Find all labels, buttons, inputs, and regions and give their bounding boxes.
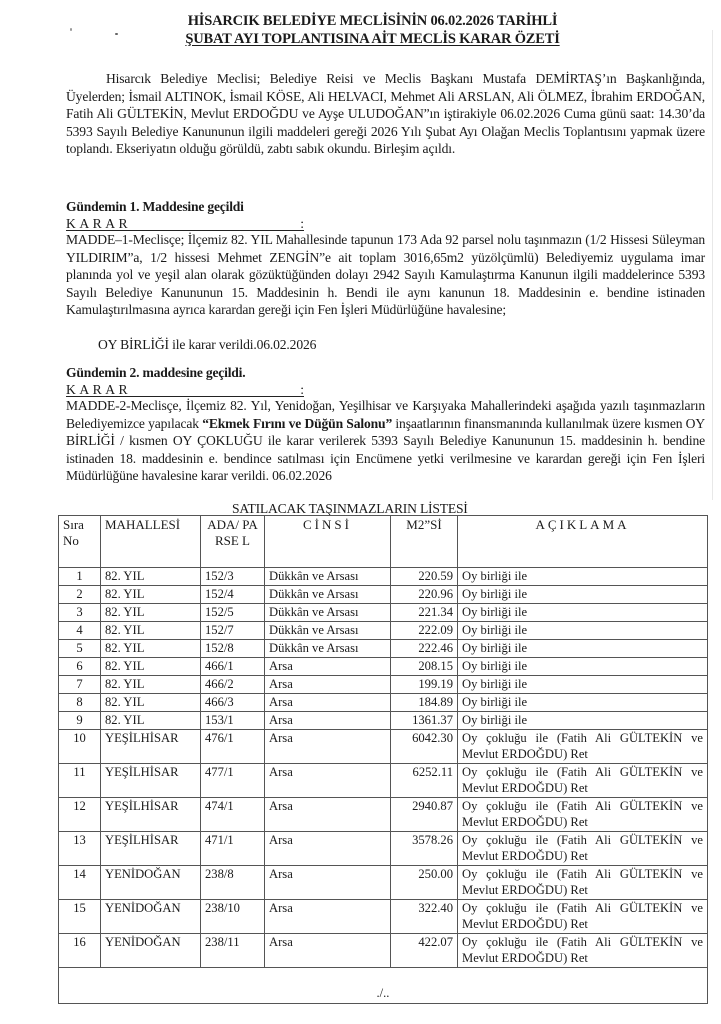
- cell-mahallesi: YEŞİLHİSAR: [101, 730, 201, 764]
- table-row: [59, 568, 708, 586]
- agenda1-decision: OY BİRLİĞİ ile karar verildi.06.02.2026: [98, 337, 317, 352]
- table-row: [59, 622, 708, 640]
- cell-sira-no: 9: [59, 712, 101, 730]
- cell-mahallesi: 82. YIL: [101, 604, 201, 622]
- table-header-row: [59, 516, 708, 568]
- agenda1-heading: Gündemin 1. Maddesine geçildi: [66, 199, 244, 214]
- agenda2-text-part1: MADDE-2-Meclisçe, İlçemiz 82. Yıl, Yenidoğan, Yeşilhisar ve Karşıyaka Mahallerindeki aşağıda yazılı taşınmazların Belediyemizce yapılacak: [66, 398, 705, 431]
- cell-sira-no: 15: [59, 900, 101, 934]
- agenda2-project-name: “Ekmek Fırını ve Düğün Salonu”: [202, 415, 393, 431]
- cell-m2: 2940.87: [391, 798, 458, 832]
- table-row: [59, 604, 708, 622]
- properties-table: [58, 515, 708, 1004]
- cell-m2: 222.09: [391, 622, 458, 640]
- cell-aciklama: Oy çokluğu ile (Fatih Ali GÜLTEKİN ve Mevlut ERDOĞDU) Ret: [458, 764, 708, 798]
- table-row: [59, 676, 708, 694]
- cell-mahallesi: 82. YIL: [101, 712, 201, 730]
- cell-cinsi: Arsa: [265, 764, 391, 798]
- cell-ada-parsel: 466/1: [201, 658, 265, 676]
- cell-ada-parsel: 477/1: [201, 764, 265, 798]
- cell-mahallesi: 82. YIL: [101, 640, 201, 658]
- cell-m2: 222.46: [391, 640, 458, 658]
- cell-cinsi: Arsa: [265, 798, 391, 832]
- karar-colon: :: [300, 216, 304, 231]
- cell-cinsi: Arsa: [265, 658, 391, 676]
- cell-m2: 220.96: [391, 586, 458, 604]
- cell-m2: 422.07: [391, 934, 458, 968]
- cell-aciklama: Oy çokluğu ile (Fatih Ali GÜLTEKİN ve Mevlut ERDOĞDU) Ret: [458, 730, 708, 764]
- cell-ada-parsel: 466/3: [201, 694, 265, 712]
- cell-ada-parsel: 466/2: [201, 676, 265, 694]
- table-row: [59, 798, 708, 832]
- cell-ada-parsel: 238/8: [201, 866, 265, 900]
- cell-m2: 220.59: [391, 568, 458, 586]
- table-row: [59, 658, 708, 676]
- cell-sira-no: 14: [59, 866, 101, 900]
- cell-cinsi: Dükkân ve Arsası: [265, 568, 391, 586]
- table-footer-row: [59, 968, 708, 1004]
- header-aciklama: AÇIKLAMA: [458, 516, 708, 568]
- cell-aciklama: Oy çokluğu ile (Fatih Ali GÜLTEKİN ve Mevlut ERDOĞDU) Ret: [458, 832, 708, 866]
- table-row: [59, 764, 708, 798]
- cell-mahallesi: YEŞİLHİSAR: [101, 832, 201, 866]
- cell-mahallesi: 82. YIL: [101, 586, 201, 604]
- cell-ada-parsel: 152/3: [201, 568, 265, 586]
- table-row: [59, 730, 708, 764]
- cell-aciklama: Oy birliği ile: [458, 586, 708, 604]
- cell-cinsi: Arsa: [265, 900, 391, 934]
- scan-edge-line: [712, 30, 713, 500]
- agenda1-karar-label: [66, 215, 304, 231]
- cell-sira-no: 3: [59, 604, 101, 622]
- cell-cinsi: Dükkân ve Arsası: [265, 622, 391, 640]
- cell-aciklama: Oy birliği ile: [458, 622, 708, 640]
- agenda1-text: MADDE–1-Meclisçe; İlçemiz 82. YIL Mahallesinde tapunun 173 Ada 92 parsel nolu taşınmazın (1/2 Hissesi Süleyman YILDIRIM”a, 1/2 hissesi Mehmet ZENGİN”e ait toplam 3016,65m2 yüzölçümlü) Belediyemiz uygulama imar planında yol ve yeşil alan olarak gözüktüğünden dolayı 2942 Sayılı Kamulaştırma Kanunun ilgili maddelerince 5393 Sayılı Belediye Kanununun 15. Maddesinin h. Bendi ile aynı kanunun 18. Maddesinin e. bendine istinaden Kamulaştırılmasına ayrıca karardan gereği için Fen İşleri Müdürlüğüne havalesine;: [66, 232, 705, 318]
- cell-aciklama: Oy birliği ile: [458, 640, 708, 658]
- document-title-line1: HİSARCIK BELEDİYE MECLİSİNİN 06.02.2026 TARİHLİ: [187, 13, 558, 29]
- header-ada-parsel: ADA/ PARSE L: [201, 516, 265, 568]
- karar-colon: :: [300, 382, 304, 397]
- continuation-mark: ./..: [59, 968, 708, 1004]
- cell-cinsi: Arsa: [265, 730, 391, 764]
- agenda2-heading: Gündemin 2. maddesine geçildi.: [66, 365, 246, 380]
- cell-sira-no: 16: [59, 934, 101, 968]
- cell-ada-parsel: 153/1: [201, 712, 265, 730]
- intro-paragraph: Hisarcık Belediye Meclisi; Belediye Reisi ve Meclis Başkanı Mustafa DEMİRTAŞ’ın Başkanlığında, Üyelerden; İsmail ALTINOK, İsmail KÖSE, Ali HELVACI, Mehmet Ali ARSLAN, Ali ÖLMEZ, İbrahim ERDOĞAN, Fatih Ali GÜLTEKİN, Mevlut ERDOĞDU ve Ayşe ULUDOĞAN”ın iştirakiyle 06.02.2026 Cuma günü saat: 14.30’da 5393 Sayılı Belediye Kanununun ilgili maddeleri gereği 2026 Yılı Şubat Ayı Olağan Meclis Toplantısını yapmak üzere toplandı. Ekseriyatın olduğu görüldü, zabtı sabık okundu. Birleşim açıldı.: [66, 71, 705, 157]
- cell-ada-parsel: 152/7: [201, 622, 265, 640]
- cell-cinsi: Arsa: [265, 676, 391, 694]
- cell-cinsi: Dükkân ve Arsası: [265, 586, 391, 604]
- cell-m2: 6042.30: [391, 730, 458, 764]
- cell-cinsi: Arsa: [265, 832, 391, 866]
- cell-sira-no: 2: [59, 586, 101, 604]
- karar-label-text: KARAR: [66, 382, 132, 397]
- table-row: [59, 900, 708, 934]
- table-row: [59, 640, 708, 658]
- cell-mahallesi: 82. YIL: [101, 694, 201, 712]
- cell-sira-no: 13: [59, 832, 101, 866]
- cell-cinsi: Dükkân ve Arsası: [265, 604, 391, 622]
- table-title: SATILACAK TAŞINMAZLARIN LİSTESİ: [232, 501, 468, 516]
- cell-sira-no: 11: [59, 764, 101, 798]
- cell-m2: 3578.26: [391, 832, 458, 866]
- table-row: [59, 712, 708, 730]
- document-title-line2: [12, 30, 721, 48]
- agenda2-text-part2: inşaatlarının finansmanında kullanılmak üzere kısmen OY BİRLİĞİ / kısmen OY ÇOKLUĞU ile karar verilerek 5393 Sayılı Belediye Kanununun 15. maddesinin h. bendine istinaden 18. maddesinin e. bendince satılması için Encümene yetki verilmesine ve karardan gereği için Fen İşleri Müdürlüğüne havalesine karar verildi. 06.02.2026: [66, 415, 705, 484]
- header-mahallesi: MAHALLESİ: [101, 516, 201, 568]
- cell-m2: 221.34: [391, 604, 458, 622]
- cell-mahallesi: 82. YIL: [101, 622, 201, 640]
- cell-aciklama: Oy birliği ile: [458, 604, 708, 622]
- cell-sira-no: 8: [59, 694, 101, 712]
- cell-aciklama: Oy çokluğu ile (Fatih Ali GÜLTEKİN ve Mevlut ERDOĞDU) Ret: [458, 798, 708, 832]
- table-row: [59, 694, 708, 712]
- cell-ada-parsel: 238/11: [201, 934, 265, 968]
- cell-sira-no: 4: [59, 622, 101, 640]
- cell-mahallesi: YENİDOĞAN: [101, 866, 201, 900]
- cell-aciklama: Oy birliği ile: [458, 694, 708, 712]
- cell-ada-parsel: 476/1: [201, 730, 265, 764]
- table-row: [59, 866, 708, 900]
- cell-sira-no: 7: [59, 676, 101, 694]
- cell-m2: 250.00: [391, 866, 458, 900]
- cell-mahallesi: YENİDOĞAN: [101, 900, 201, 934]
- cell-m2: 199.19: [391, 676, 458, 694]
- header-sira-no: Sıra No: [59, 516, 101, 568]
- karar-label-text: KARAR: [66, 216, 132, 231]
- cell-mahallesi: 82. YIL: [101, 658, 201, 676]
- table-row: [59, 934, 708, 968]
- cell-aciklama: Oy birliği ile: [458, 568, 708, 586]
- cell-cinsi: Arsa: [265, 712, 391, 730]
- cell-sira-no: 5: [59, 640, 101, 658]
- cell-mahallesi: YEŞİLHİSAR: [101, 798, 201, 832]
- cell-ada-parsel: 152/8: [201, 640, 265, 658]
- cell-m2: 1361.37: [391, 712, 458, 730]
- agenda2-karar-label: [66, 381, 304, 397]
- cell-cinsi: Arsa: [265, 866, 391, 900]
- cell-ada-parsel: 474/1: [201, 798, 265, 832]
- cell-m2: 322.40: [391, 900, 458, 934]
- cell-cinsi: Arsa: [265, 934, 391, 968]
- cell-aciklama: Oy birliği ile: [458, 658, 708, 676]
- cell-mahallesi: YENİDOĞAN: [101, 934, 201, 968]
- cell-ada-parsel: 471/1: [201, 832, 265, 866]
- cell-m2: 184.89: [391, 694, 458, 712]
- cell-cinsi: Dükkân ve Arsası: [265, 640, 391, 658]
- cell-aciklama: Oy birliği ile: [458, 712, 708, 730]
- table-row: [59, 832, 708, 866]
- cell-sira-no: 12: [59, 798, 101, 832]
- table-row: [59, 586, 708, 604]
- header-cinsi: CİNSİ: [265, 516, 391, 568]
- cell-m2: 208.15: [391, 658, 458, 676]
- cell-m2: 6252.11: [391, 764, 458, 798]
- cell-aciklama: Oy çokluğu ile (Fatih Ali GÜLTEKİN ve Mevlut ERDOĞDU) Ret: [458, 866, 708, 900]
- cell-sira-no: 1: [59, 568, 101, 586]
- header-m2: M2”Sİ: [391, 516, 458, 568]
- cell-aciklama: Oy çokluğu ile (Fatih Ali GÜLTEKİN ve Mevlut ERDOĞDU) Ret: [458, 900, 708, 934]
- cell-sira-no: 10: [59, 730, 101, 764]
- agenda2-text: [66, 397, 705, 485]
- cell-mahallesi: 82. YIL: [101, 568, 201, 586]
- cell-aciklama: Oy çokluğu ile (Fatih Ali GÜLTEKİN ve Mevlut ERDOĞDU) Ret: [458, 934, 708, 968]
- cell-cinsi: Arsa: [265, 694, 391, 712]
- cell-ada-parsel: 152/5: [201, 604, 265, 622]
- cell-ada-parsel: 152/4: [201, 586, 265, 604]
- document-title-line2-text: ŞUBAT AYI TOPLANTISINA AİT MECLİS KARAR ÖZETİ: [185, 31, 560, 47]
- cell-ada-parsel: 238/10: [201, 900, 265, 934]
- cell-mahallesi: 82. YIL: [101, 676, 201, 694]
- cell-aciklama: Oy birliği ile: [458, 676, 708, 694]
- cell-mahallesi: YEŞİLHİSAR: [101, 764, 201, 798]
- cell-sira-no: 6: [59, 658, 101, 676]
